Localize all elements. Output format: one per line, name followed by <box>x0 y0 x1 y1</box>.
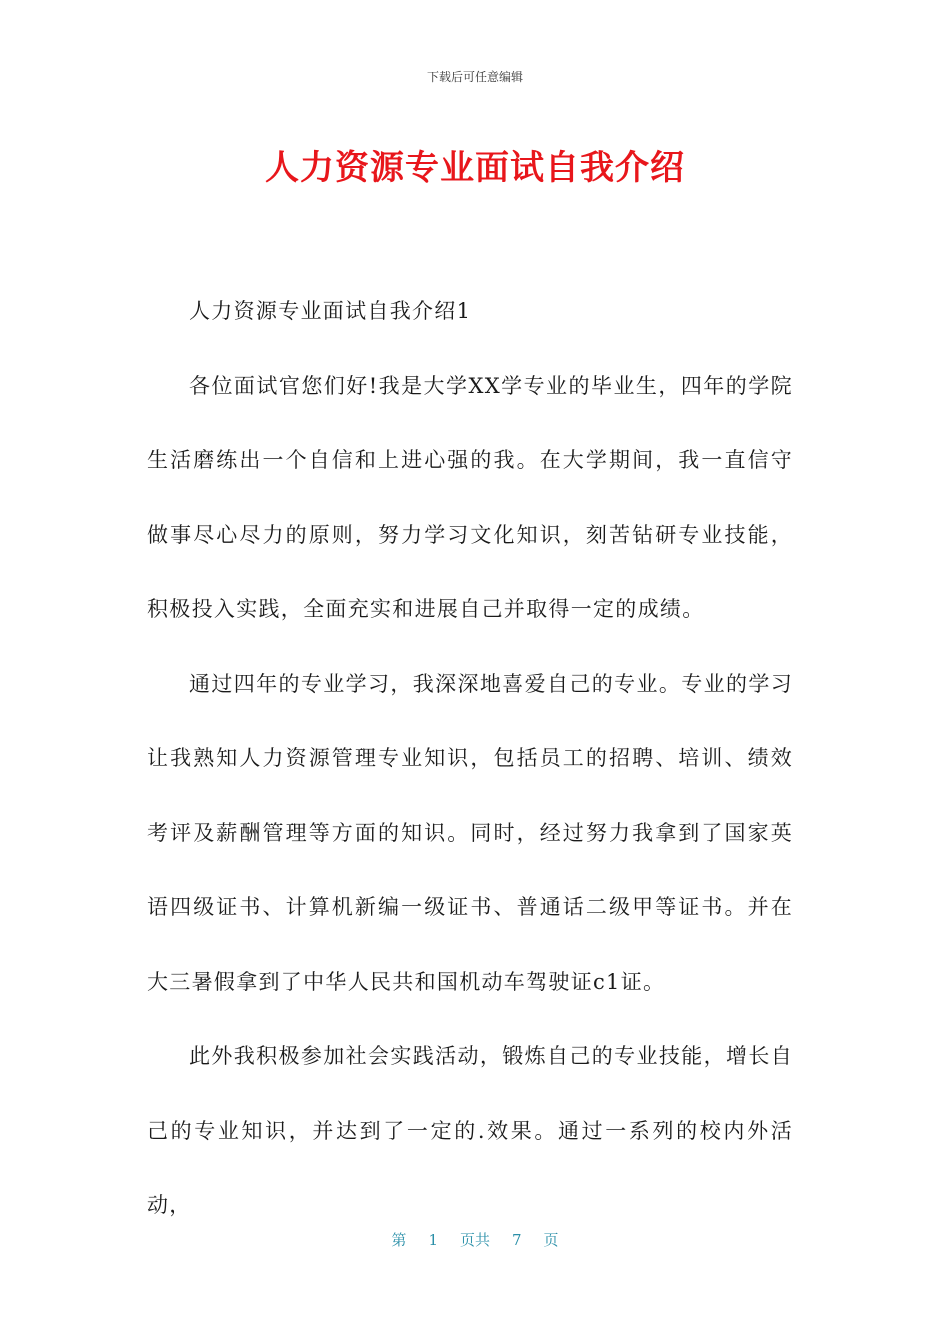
footer-ye: 页 <box>543 1231 559 1249</box>
footer-total-pages: 7 <box>512 1231 522 1249</box>
paragraph: 此外我积极参加社会实践活动，锻炼自己的专业技能，增长自己的专业知识，并达到了一定的.效果。通过一系列的校内外活动， <box>147 1044 793 1217</box>
footer-ye-gong: 页共 <box>459 1231 490 1249</box>
page-footer <box>0 1229 950 1250</box>
paragraph: 各位面试官您们好!我是大学XX学专业的毕业生，四年的学院生活磨练出一个自信和上进心强的我。在大学期间，我一直信守做事尽心尽力的原则，努力学习文化知识，刻苦钻研专业技能，积极投入实践，全面充实和进展自己并取得一定的成绩。 <box>147 373 793 621</box>
footer-di: 第 <box>391 1231 407 1249</box>
paragraph-heading: 人力资源专业面试自我介绍1 <box>189 299 472 323</box>
document-body <box>147 274 793 1243</box>
footer-page-number: 1 <box>428 1231 438 1249</box>
header-note: 下载后可任意编辑 <box>426 70 523 84</box>
paragraph: 通过四年的专业学习，我深深地喜爱自己的专业。专业的学习让我熟知人力资源管理专业知识，包括员工的招聘、培训、绩效考评及薪酬管理等方面的知识。同时，经过努力我拿到了国家英语四级证书、计算机新编一级证书、普通话二级甲等证书。并在大三暑假拿到了中华人民共和国机动车驾驶证c1证。 <box>147 671 793 994</box>
document-title: 人力资源专业面试自我介绍 <box>265 148 685 188</box>
